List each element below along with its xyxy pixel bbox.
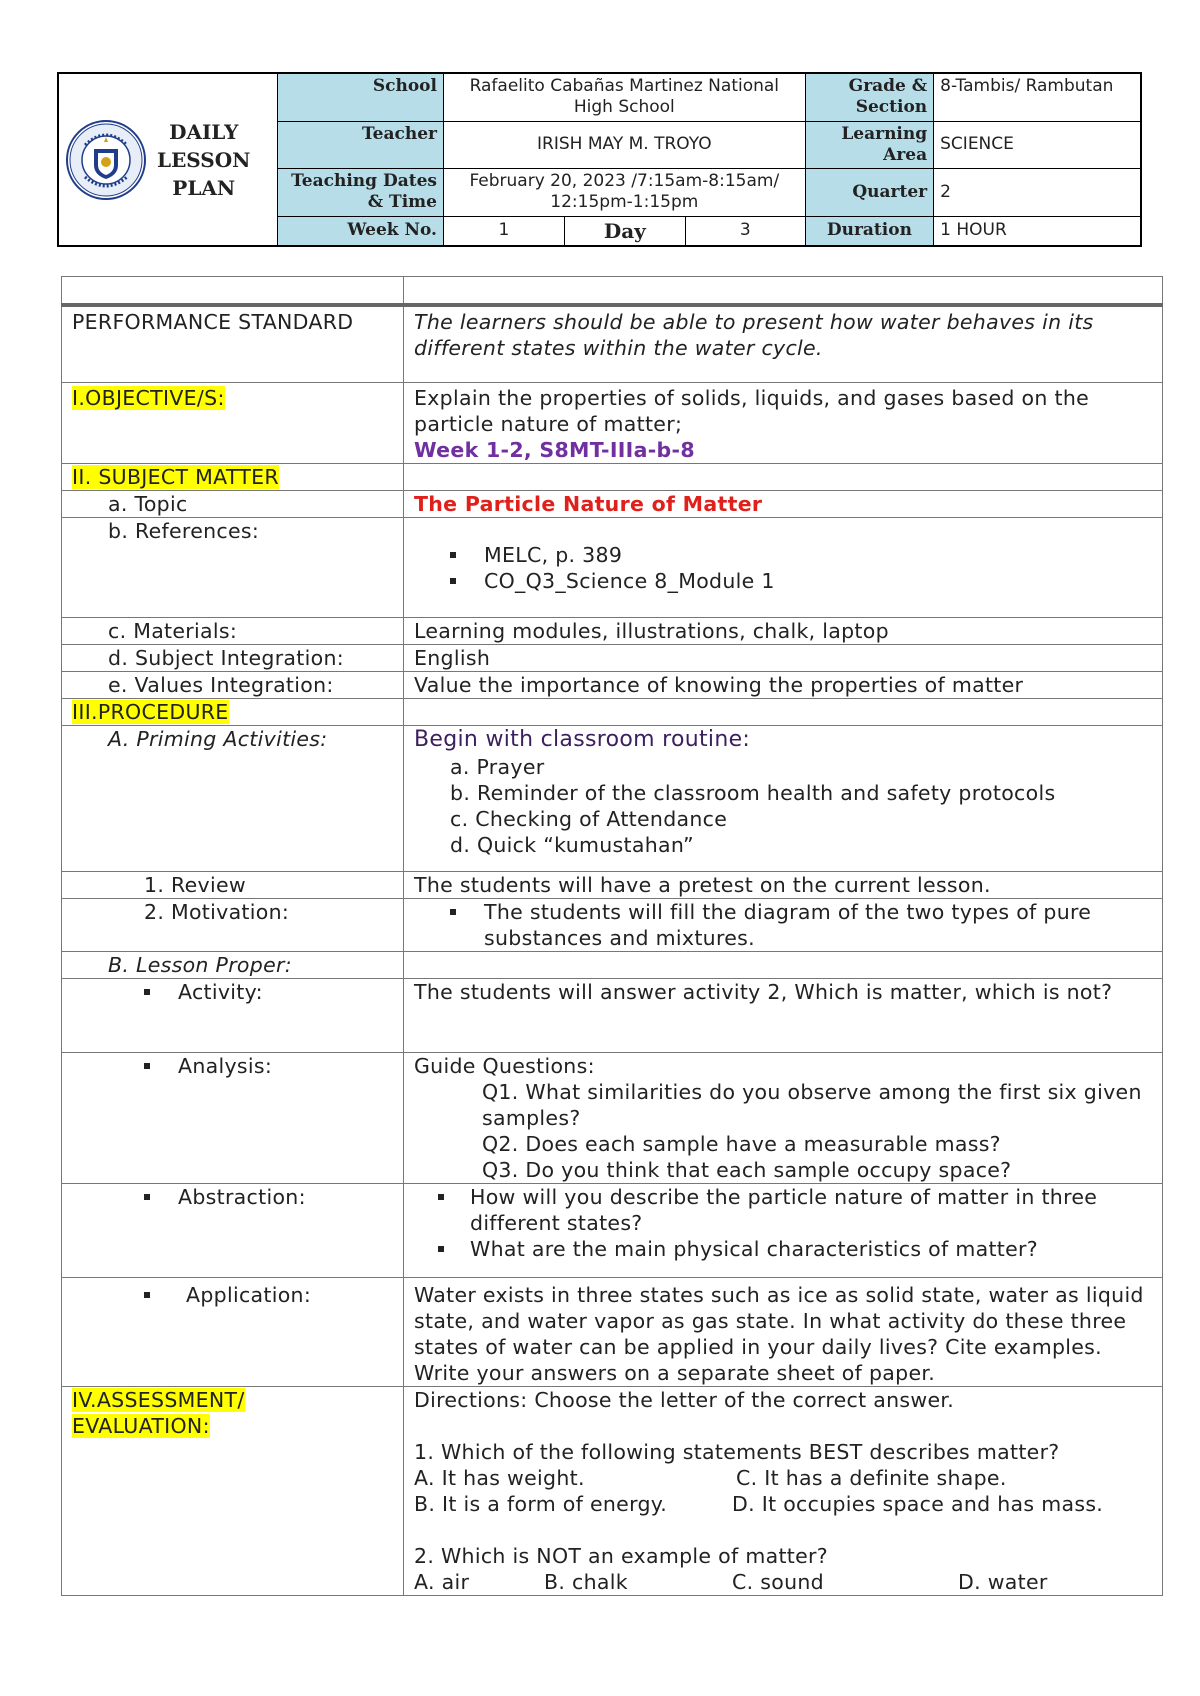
references-cell <box>404 518 1163 618</box>
analysis-question: Q3. Do you think that each sample occupy space? <box>482 1158 1012 1182</box>
integration-label-cell <box>62 645 404 672</box>
values-value: Value the importance of knowing the properties of matter <box>404 672 1163 699</box>
assessment-label: EVALUATION: <box>72 1414 210 1438</box>
assessment-label: IV.ASSESSMENT/ <box>72 1388 245 1412</box>
blank-cell <box>62 277 404 305</box>
lesson-plan-table <box>61 276 1163 1596</box>
integration-value: English <box>404 645 1163 672</box>
priming-item: a. Prayer <box>450 755 545 779</box>
week-value: 1 <box>443 216 564 246</box>
day-value: 3 <box>685 216 805 246</box>
motivation-text: The students will fill the diagram of the two types of pure substances and mixtures. <box>484 900 1092 950</box>
reference-text: CO_Q3_Science 8_Module 1 <box>484 569 775 593</box>
topic-label: a. Topic <box>108 492 188 516</box>
materials-label-cell <box>62 618 404 645</box>
activity-text: The students will answer activity 2, Which is matter, which is not? <box>404 979 1163 1053</box>
materials-value: Learning modules, illustrations, chalk, laptop <box>404 618 1163 645</box>
blank-cell <box>404 277 1163 305</box>
lesson-label: B. Lesson Proper: <box>108 953 292 977</box>
choice-text: B. chalk <box>544 1570 628 1594</box>
choice-text: C. sound <box>732 1570 824 1594</box>
quarter-value: 2 <box>934 169 1141 217</box>
topic-label-cell <box>62 491 404 518</box>
blank-cell <box>404 699 1163 726</box>
blank-cell <box>404 952 1163 979</box>
abstraction-text: How will you describe the particle nature of matter in three different states? <box>470 1185 1098 1235</box>
deped-seal-icon <box>65 119 147 201</box>
analysis-question: Q1. What similarities do you observe among the first six given samples? <box>482 1080 1142 1130</box>
references-label: b. References: <box>108 519 260 543</box>
review-label-cell <box>62 872 404 899</box>
abstraction-text: What are the main physical characteristics of matter? <box>470 1237 1038 1261</box>
week-label: Week No. <box>277 216 443 246</box>
question-text: 1. Which of the following statements BEST describes matter? <box>414 1440 1060 1464</box>
abstraction-label-cell <box>62 1184 404 1278</box>
values-label: e. Values Integration: <box>108 673 334 697</box>
motivation-label-cell <box>62 899 404 952</box>
directions-text: Directions: Choose the letter of the correct answer. <box>414 1388 955 1412</box>
bullet-icon <box>144 989 150 995</box>
reference-item <box>414 542 1152 568</box>
choice-text: B. It is a form of energy. <box>414 1492 668 1516</box>
analysis-label-cell <box>62 1053 404 1184</box>
area-value: SCIENCE <box>934 121 1141 169</box>
plan-title <box>157 118 250 202</box>
activity-label-cell <box>62 979 404 1053</box>
application-label-cell <box>62 1278 404 1387</box>
review-label: 1. Review <box>144 873 246 897</box>
priming-item: b. Reminder of the classroom health and safety protocols <box>450 781 1056 805</box>
priming-label: A. Priming Activities: <box>108 727 328 751</box>
bullet-icon <box>438 1246 444 1252</box>
plan-title-line: LESSON <box>157 147 251 172</box>
grade-label: Grade & Section <box>805 73 933 121</box>
reference-item <box>414 568 1152 594</box>
references-label-cell <box>62 518 404 618</box>
priming-heading: Begin with classroom routine: <box>414 727 751 752</box>
bullet-icon <box>144 1292 150 1298</box>
header-table <box>57 72 1142 247</box>
integration-label: d. Subject Integration: <box>108 646 344 670</box>
subject-label-cell <box>62 464 404 491</box>
objective-cell <box>404 383 1163 464</box>
subject-label: II. SUBJECT MATTER <box>72 465 279 489</box>
motivation-item <box>414 899 1152 951</box>
bullet-icon <box>450 578 456 584</box>
objective-text: Explain the properties of solids, liquids, and gases based on the particle nature of matter; <box>414 386 1090 436</box>
duration-label: Duration <box>805 216 933 246</box>
grade-value: 8-Tambis/ Rambutan <box>934 73 1141 121</box>
choice-text: C. It has a definite shape. <box>736 1466 1007 1490</box>
application-label: Application: <box>186 1283 312 1307</box>
motivation-cell <box>404 899 1163 952</box>
plan-title-line: PLAN <box>172 175 236 200</box>
area-label: Learning Area <box>805 121 933 169</box>
duration-value: 1 HOUR <box>934 216 1141 246</box>
abstraction-item <box>414 1184 1152 1236</box>
performance-label: PERFORMANCE STANDARD <box>62 305 404 383</box>
school-value: Rafaelito Cabañas Martinez National High School <box>443 73 805 121</box>
priming-item: c. Checking of Attendance <box>450 807 728 831</box>
performance-text: The learners should be able to present how water behaves in its different states within the water cycle. <box>404 305 1163 383</box>
bullet-icon <box>450 909 456 915</box>
abstraction-cell <box>404 1184 1163 1278</box>
analysis-label: Analysis: <box>178 1054 273 1078</box>
dates-label: Teaching Dates & Time <box>277 169 443 217</box>
bullet-icon <box>144 1063 150 1069</box>
choice-text: D. water <box>958 1570 1048 1594</box>
school-label: School <box>277 73 443 121</box>
bullet-icon <box>450 552 456 558</box>
analysis-heading: Guide Questions: <box>414 1054 595 1078</box>
blank-cell <box>404 464 1163 491</box>
values-label-cell <box>62 672 404 699</box>
priming-label-cell <box>62 726 404 872</box>
choice-text: D. It occupies space and has mass. <box>732 1492 1104 1516</box>
plan-title-line: DAILY <box>169 119 239 144</box>
question-text: 2. Which is NOT an example of matter? <box>414 1544 828 1568</box>
motivation-label: 2. Motivation: <box>144 900 290 924</box>
dates-value: February 20, 2023 /7:15am-8:15am/ 12:15pm-1:15pm <box>443 169 805 217</box>
priming-item: d. Quick “kumustahan” <box>450 833 694 857</box>
assessment-cell <box>404 1387 1163 1596</box>
analysis-question: Q2. Does each sample have a measurable mass? <box>482 1132 1001 1156</box>
day-label: Day <box>564 216 685 246</box>
bullet-icon <box>438 1194 444 1200</box>
bullet-icon <box>144 1194 150 1200</box>
reference-text: MELC, p. 389 <box>484 543 623 567</box>
application-text: Water exists in three states such as ice as solid state, water as liquid state, and water vapor as gas state. In what activity do these three states of water can be applied in your daily lives? Cite examples. Write your answers on a separate sheet of paper. <box>404 1278 1163 1387</box>
assessment-label-cell <box>62 1387 404 1596</box>
choice-text: A. air <box>414 1570 470 1594</box>
procedure-label-cell <box>62 699 404 726</box>
topic-value: The Particle Nature of Matter <box>404 491 1163 518</box>
logo-cell <box>58 73 277 246</box>
abstraction-label: Abstraction: <box>178 1185 306 1209</box>
abstraction-item <box>414 1236 1152 1262</box>
review-text: The students will have a pretest on the current lesson. <box>404 872 1163 899</box>
teacher-label: Teacher <box>277 121 443 169</box>
activity-label: Activity: <box>178 980 263 1004</box>
teacher-value: IRISH MAY M. TROYO <box>443 121 805 169</box>
priming-cell <box>404 726 1163 872</box>
objective-label-cell <box>62 383 404 464</box>
objective-code: Week 1-2, S8MT-IIIa-b-8 <box>414 438 695 462</box>
procedure-label: III.PROCEDURE <box>72 700 229 724</box>
quarter-label: Quarter <box>805 169 933 217</box>
choice-text: A. It has weight. <box>414 1466 585 1490</box>
lesson-label-cell <box>62 952 404 979</box>
analysis-cell <box>404 1053 1163 1184</box>
objective-label: I.OBJECTIVE/S: <box>72 386 225 410</box>
materials-label: c. Materials: <box>108 619 238 643</box>
